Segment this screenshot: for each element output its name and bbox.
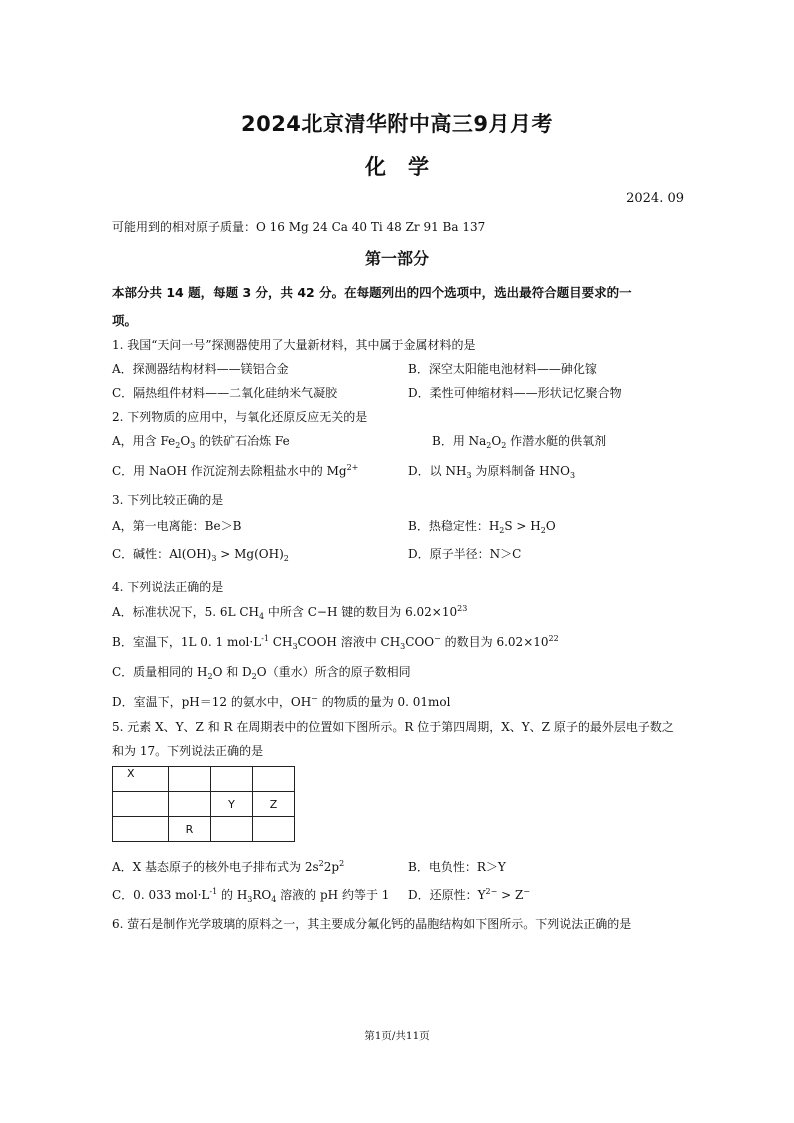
q1-option-a: A．探测器结构材料——镁铝合金 bbox=[112, 362, 289, 376]
q3-option-b: B．热稳定性：$H_2S > H_2O$ bbox=[408, 519, 556, 535]
q2-option-d: D．以 $NH_3$ 为原料制备 $HNO_3$ bbox=[408, 464, 576, 480]
cell-empty bbox=[113, 817, 169, 842]
q3-option-a: A，第一电离能：Be＞B bbox=[112, 519, 242, 533]
q4-stem: 4. 下列说法正确的是 bbox=[112, 580, 224, 594]
q4-option-c: C．质量相同的 $H_2O$ 和 $D_2O$（重水）所含的原子数相同 bbox=[112, 665, 411, 681]
page-footer: 第1页/共11页 bbox=[364, 1030, 430, 1042]
subject-title: 化学 bbox=[365, 155, 451, 179]
q3-stem: 3. 下列比较正确的是 bbox=[112, 493, 224, 507]
cell-empty bbox=[113, 792, 169, 817]
q1-option-d: D．柔性可伸缩材料——形状记忆聚合物 bbox=[408, 386, 622, 400]
cell-z: Z bbox=[253, 792, 295, 817]
q2-option-c: C．用 NaOH 作沉淀剂去除粗盐水中的 $Mg^{2+}$ bbox=[112, 463, 359, 478]
q2-stem: 2. 下列物质的应用中，与氧化还原反应无关的是 bbox=[112, 410, 368, 424]
cell-y: Y bbox=[211, 792, 253, 817]
q4-option-a: A．标准状况下，5. 6L $CH_4$ 中所含 C−H 键的数目为 $6.02\times 10^{23}$ bbox=[112, 604, 468, 621]
q6-stem: 6. 萤石是制作光学玻璃的原料之一，其主要成分氟化钙的晶胞结构如下图所示。下列说法正确的是 bbox=[112, 917, 632, 931]
cell-empty bbox=[169, 767, 211, 792]
atomic-masses: 可能用到的相对原子质量：O 16 Mg 24 Ca 40 Ti 48 Zr 91 Ba 137 bbox=[112, 220, 486, 234]
q5-option-a: A．X 基态原子的核外电子排布式为 $2s^22p^2$ bbox=[112, 859, 345, 874]
q2-option-b: B．用 $Na_2O_2$ 作潜水艇的供氧剂 bbox=[432, 434, 607, 450]
cell-empty bbox=[253, 817, 295, 842]
section-title: 第一部分 bbox=[364, 249, 429, 268]
q5-option-b: B．电负性：R＞Y bbox=[408, 860, 506, 874]
q4-option-b: B．室温下，1L 0. 1 $mol\cdot L^{-1}$ $CH_3COOH$ 溶液中 $CH_3COO^-$ 的数目为 $6.02\times 10^{22}$ bbox=[112, 634, 559, 651]
cell-x: X bbox=[113, 767, 169, 792]
q2-option-a: A，用含 $Fe_2O_3$ 的铁矿石冶炼 Fe bbox=[112, 434, 290, 450]
q5-option-c: C．0. 033 $mol\cdot L^{-1}$ 的 $H_3RO_4$ 溶液的 pH 约等于 1 bbox=[112, 887, 390, 904]
q5-stem-cont: 和为 17。下列说法正确的是 bbox=[112, 744, 264, 758]
cell-r: R bbox=[169, 817, 211, 842]
q1-option-c: C．隔热组件材料——二氧化硅纳米气凝胶 bbox=[112, 386, 338, 400]
q3-option-c: C．碱性：$Al(OH)_3 > Mg(OH)_2$ bbox=[112, 547, 289, 563]
q3-option-d: D．原子半径：N＞C bbox=[408, 547, 522, 561]
section-instruction: 本部分共 14 题，每题 3 分，共 42 分。在每题列出的四个选项中，选出最符合题目要求的一 bbox=[112, 285, 632, 300]
q5-stem: 5. 元素 X、Y、Z 和 R 在周期表中的位置如下图所示。R 位于第四周期，X、Y、Z 原子的最外层电子数之 bbox=[112, 720, 674, 734]
cell-empty bbox=[169, 792, 211, 817]
cell-empty bbox=[253, 767, 295, 792]
cell-empty bbox=[211, 767, 253, 792]
exam-title: 2024北京清华附中高三9月月考 bbox=[240, 112, 554, 136]
periodic-table-fragment bbox=[112, 766, 295, 842]
q5-option-d: D．还原性：$Y^{2-} > Z^-$ bbox=[408, 887, 531, 902]
q1-stem: 1. 我国“天问一号”探测器使用了大量新材料，其中属于金属材料的是 bbox=[112, 338, 476, 352]
q4-option-d: D．室温下，pH＝12 的氨水中，OH− 的物质的量为 0. 01mol bbox=[112, 694, 451, 709]
q1-option-b: B．深空太阳能电池材料——砷化镓 bbox=[408, 362, 597, 376]
exam-date: 2024. 09 bbox=[626, 191, 684, 206]
section-instruction-cont: 项。 bbox=[112, 313, 138, 328]
cell-empty bbox=[211, 817, 253, 842]
